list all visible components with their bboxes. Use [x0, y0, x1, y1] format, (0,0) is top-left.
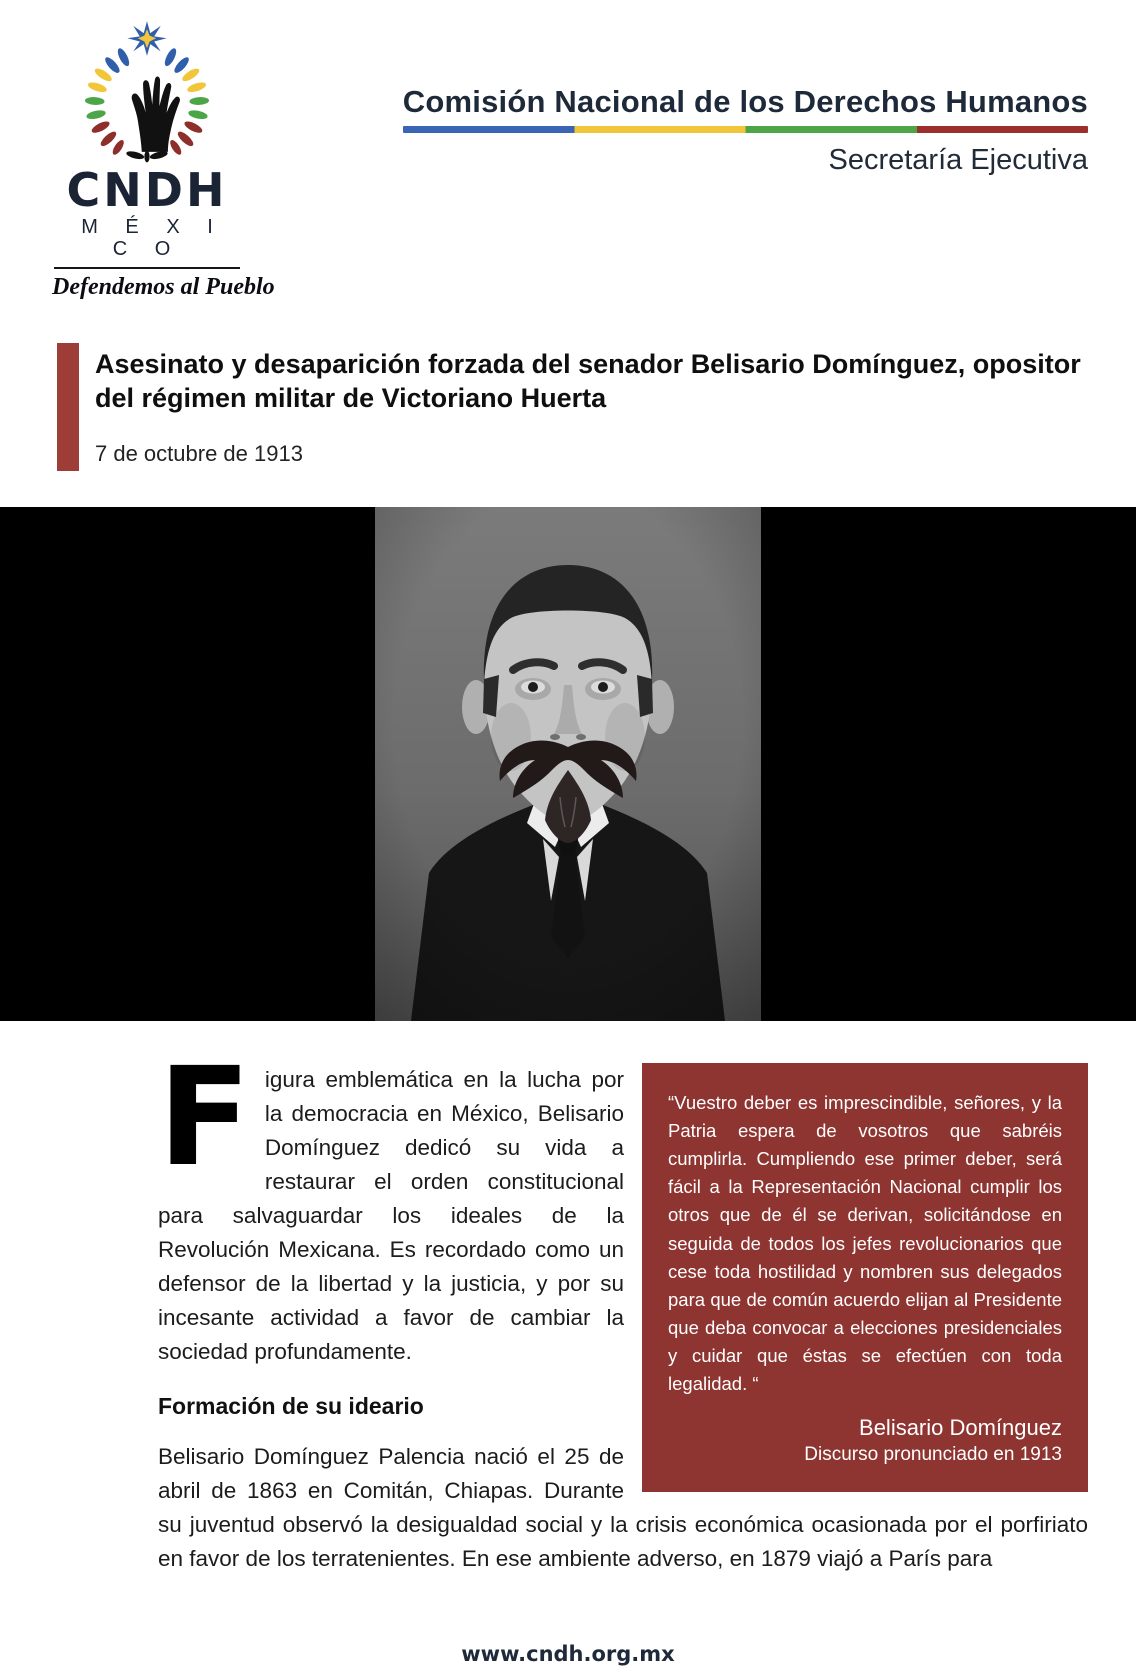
belisario-dominguez-portrait	[375, 507, 761, 1021]
footer-website-link[interactable]: www.cndh.org.mx	[461, 1642, 675, 1666]
logo-motto: Defendemos al Pueblo	[52, 274, 275, 300]
article-title: Asesinato y desaparición forzada del senador Belisario Domínguez, opositor del régimen militar de Victoriano Huerta	[95, 349, 1081, 414]
cndh-logo	[52, 20, 275, 301]
article-title-block	[57, 343, 1090, 471]
logo-country: M É X I C O	[81, 216, 224, 260]
org-title: Comisión Nacional de los Derechos Humanos	[402, 84, 1088, 119]
quote-author: Belisario Domínguez	[859, 1415, 1062, 1441]
quote-text: “Vuestro deber es imprescindible, señores, y la Patria espera de vosotros que sabréis cumplirla. Cumpliendo ese primer deber, será fácil a la Representación Nacional cumplir los otros que de él se derivan, solicitándose en seguida de todos los jefes revolucionarios que cese toda hostilidad y nombren sus delegados para que de común acuerdo elijan al Presidente que deba convocar a elecciones presidenciales y cuidar que éstas se efectúen con toda legalidad. “	[668, 1092, 1062, 1395]
article-body	[158, 1039, 1088, 1576]
org-divider	[403, 126, 1088, 133]
quote-source: Discurso pronunciado en 1913	[804, 1443, 1062, 1465]
page-header	[0, 0, 1136, 301]
org-subtitle: Secretaría Ejecutiva	[828, 144, 1088, 176]
header-right	[403, 84, 1088, 177]
article-date: 7 de octubre de 1913	[95, 441, 303, 467]
accent-bar	[57, 343, 79, 471]
logo-rule	[54, 267, 240, 269]
section-heading: Formación de su ideario	[158, 1393, 424, 1420]
body-paragraph: Belisario Domínguez Palencia nació el 25 de abril de 1863 en Comitán, Chiapas. Durante su juventud observó la desigualdad social y la crisis económica ocasionada por el porfiriato en favor de los terratenientes. En ese ambiente adverso, en 1879 viajó a París para	[158, 1444, 1088, 1572]
star-icon	[127, 21, 166, 56]
lead-paragraph-text: igura emblemática en la lucha por la democracia en México, Belisario Domínguez dedicó su vida a restaurar el orden constitucional para salvaguardar los ideales de la Revolución Mexicana. Es recordado como un defensor de la libertad y la justicia, y por su incesante actividad a favor de cambiar la sociedad profundamente.	[158, 1067, 624, 1365]
page-footer	[0, 1642, 1136, 1666]
quote-box	[642, 1063, 1088, 1491]
cndh-emblem-icon	[68, 20, 226, 165]
logo-acronym: CNDH	[66, 163, 228, 217]
drop-cap: F	[158, 1039, 251, 1198]
hero-band	[0, 507, 1136, 1021]
